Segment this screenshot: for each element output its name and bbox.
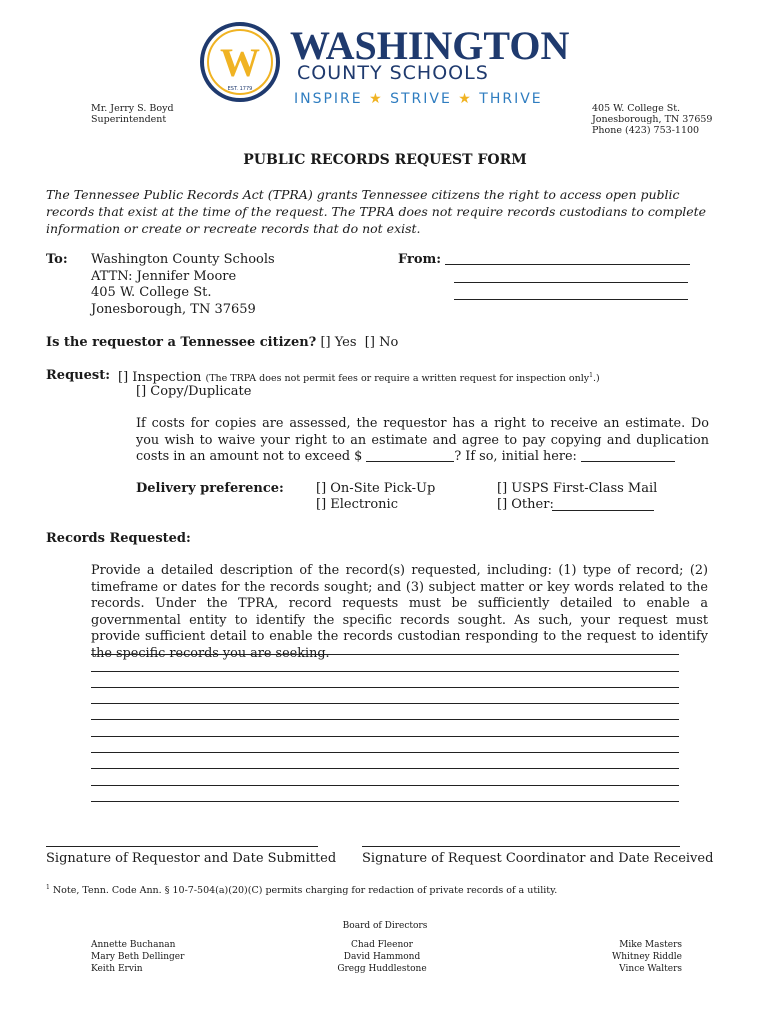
coordinator-signature-label: Signature of Request Coordinator and Date Received [362, 851, 714, 866]
to-line: Jonesborough, TN 37659 [91, 301, 256, 317]
records-line[interactable] [91, 785, 679, 786]
board-member: Whitney Riddle [612, 952, 682, 962]
address-street: 405 W. College St. [592, 103, 681, 114]
address-city: Jonesborough, TN 37659 [592, 114, 713, 125]
logo-tagline [294, 91, 543, 107]
citizen-no-checkbox[interactable]: [] No [364, 335, 399, 350]
records-line[interactable] [91, 736, 679, 737]
board-member: Vince Walters [619, 964, 682, 974]
records-instructions: Provide a detailed description of the record(s) requested, including: (1) type of record; (2) timeframe or dates for the records sought; and (3) subject matter or key words related to the records. Under the TPRA, record requests must be sufficiently detailed to enable a governmental entity to identify the specific records sought. As such, your request must provide sufficient detail to enable the records custodian responding to the request to identify the specific records you are seeking. [91, 563, 708, 661]
records-line[interactable] [91, 768, 679, 769]
delivery-other-field[interactable] [552, 510, 654, 511]
district-address-block [592, 103, 712, 136]
board-member: David Hammond [343, 952, 421, 962]
records-requested-label: Records Requested: [46, 531, 191, 546]
records-line[interactable] [91, 654, 679, 655]
records-line[interactable] [91, 752, 679, 753]
delivery-usps-checkbox[interactable]: [] USPS First-Class Mail [497, 481, 658, 496]
citizen-question: Is the requestor a Tennessee citizen? [46, 335, 317, 350]
district-seal-logo [198, 20, 282, 104]
records-line[interactable] [91, 703, 679, 704]
coordinator-signature-line[interactable] [362, 846, 680, 847]
to-label: To: [46, 252, 68, 267]
to-address [91, 252, 275, 318]
records-line[interactable] [91, 687, 679, 688]
citizen-yes-checkbox[interactable]: [] Yes [320, 335, 357, 350]
footnote [46, 884, 557, 896]
from-field-line-3[interactable] [454, 299, 688, 300]
board-column-right [612, 939, 682, 975]
logo-org-subtitle: COUNTY SCHOOLS [297, 62, 489, 84]
copy-duplicate-checkbox[interactable]: [] Copy/Duplicate [136, 384, 252, 399]
requestor-signature-line[interactable] [46, 846, 318, 847]
requestor-signature-label: Signature of Requestor and Date Submitted [46, 851, 337, 866]
from-label: From: [398, 252, 442, 267]
footnote-mark: 1 [46, 884, 50, 891]
tagline-inspire: INSPIRE [294, 91, 363, 107]
board-member: Chad Fleenor [351, 940, 413, 950]
delivery-label: Delivery preference: [136, 481, 284, 496]
board-member: Mary Beth Dellinger [91, 952, 185, 962]
citizen-question-row [46, 335, 398, 352]
address-phone: Phone (423) 753-1100 [592, 125, 700, 136]
board-heading: Board of Directors [342, 921, 428, 931]
footnote-text: Note, Tenn. Code Ann. § 10-7-504(a)(20)(C) permits charging for redaction of private records of a utility. [52, 885, 558, 897]
superintendent-name: Mr. Jerry S. Boyd [91, 103, 174, 114]
request-label: Request: [46, 368, 111, 383]
cost-limit-field[interactable] [366, 449, 454, 462]
cost-estimate-text: If costs for copies are assessed, the requestor has a right to receive an estimate. Do you wish to waive your right to an estimate and agree to pay copying and duplication costs in an amount not to exceed $ ? If so, initial here: [136, 416, 709, 464]
records-line[interactable] [91, 671, 679, 672]
initials-field[interactable] [581, 449, 675, 462]
to-line: ATTN: Jennifer Moore [91, 268, 237, 284]
tagline-thrive: THRIVE [479, 91, 543, 107]
inspection-checkbox[interactable]: [] Inspection [118, 370, 202, 386]
from-field-line-2[interactable] [454, 282, 688, 283]
superintendent-block [91, 103, 174, 125]
form-intro: The Tennessee Public Records Act (TPRA) grants Tennessee citizens the right to access open public records that exist at the time of the request. The TPRA does not require records custodians to complete information or create or recreate records that do not exist. [46, 187, 707, 236]
delivery-electronic-checkbox[interactable]: [] Electronic [316, 497, 398, 512]
footnote-ref: 1 [589, 372, 593, 379]
records-line[interactable] [91, 719, 679, 720]
to-line: Washington County Schools [91, 252, 275, 267]
logo-org-name: WASHINGTON [290, 23, 570, 68]
to-line: 405 W. College St. [91, 285, 212, 300]
tagline-strive: STRIVE [390, 91, 452, 107]
inspection-note: (The TRPA does not permit fees or require a written request for inspection only$^1$.) [205, 372, 600, 385]
board-member: Annette Buchanan [91, 940, 176, 950]
records-line[interactable] [91, 801, 679, 802]
star-icon: ★ [369, 91, 384, 107]
delivery-onsite-checkbox[interactable]: [] On-Site Pick-Up [316, 481, 436, 496]
form-title: PUBLIC RECORDS REQUEST FORM [243, 152, 527, 168]
board-member: Keith Ervin [91, 964, 143, 974]
delivery-other-checkbox[interactable]: [] Other: [497, 497, 554, 512]
star-icon: ★ [458, 91, 473, 107]
seal-monogram: W [220, 40, 260, 85]
board-member: Gregg Huddlestone [337, 964, 427, 974]
seal-founded-text: EST. 1779 [227, 86, 253, 92]
superintendent-title: Superintendent [91, 114, 167, 125]
board-member: Mike Masters [619, 940, 682, 950]
from-field-line-1[interactable] [445, 264, 690, 265]
